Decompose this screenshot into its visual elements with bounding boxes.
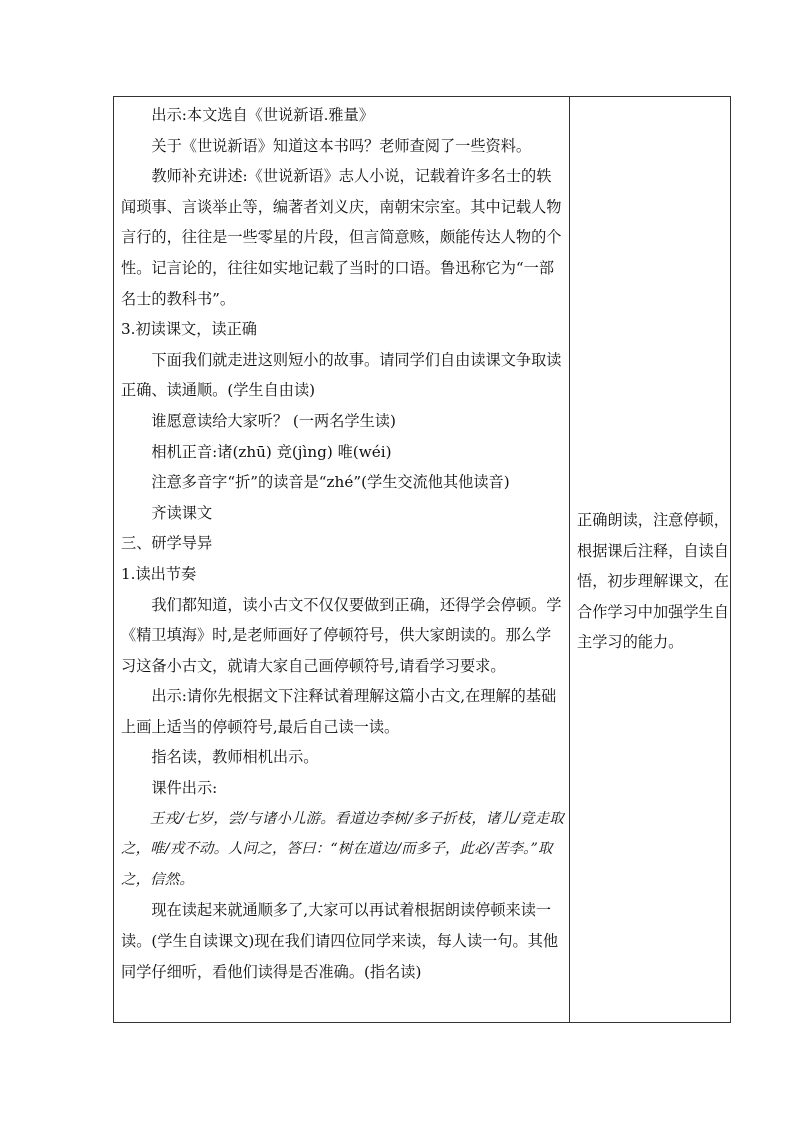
text-line: 谁愿意读给大家听？ (一两名学生读) — [151, 411, 396, 430]
text-line: 出示:本文选自《世说新语.雅量》 — [151, 106, 374, 124]
column-divider — [569, 97, 570, 1022]
teaching-process-column — [121, 100, 565, 987]
classical-text-excerpt: 王戎/七岁，尝/与诸小儿游。看道边李树/多子折枝，诸儿/竞走取之，唯/戎不动。人问之，答曰：“树在道边/而多子，此必/苦李。”取之，信然。 — [121, 810, 564, 888]
text-line: 相机正音:诸(zhū) 竞(jìng) 唯(wéi) — [151, 442, 392, 461]
text-line: 教师补充讲述:《世说新语》志人小说，记载着许多名士的轶闻琐事、言谈举止等，编著者刘义庆，南朝宋宗室。其中记载人物言行的，往往是一些零星的片段，但言简意赅，颇能传达人物的个性。记言论的，往往如实地记载了当时的口语。鲁迅称它为“一部名士的教科书”。 — [121, 167, 562, 308]
text-line: 齐读课文 — [151, 503, 213, 522]
text-line: 关于《世说新语》知道这本书吗？老师查阅了一些资料。 — [151, 136, 532, 155]
design-intent-text: 正确朗读，注意停顿，根据课后注释，自读自悟，初步理解课文，在合作学习中加强学生自主学习的能力。 — [577, 511, 729, 652]
section-heading: 3.初读课文，读正确 — [121, 320, 257, 339]
section-heading: 三、研学导异 — [121, 534, 213, 553]
text-line: 现在读起来就通顺多了,大家可以再试着根据朗读停顿来读一读。(学生自读课文)现在我们请四位同学来读，每人读一句。其他同学仔细听，看他们读得是否准确。(指名读) — [121, 901, 559, 981]
text-line: 注意多音字“折”的读音是“zhé”(学生交流他其他读音) — [151, 473, 510, 492]
text-line: 出示:请你先根据文下注释试着理解这篇小古文,在理解的基础上画上适当的停顿符号,最后自己读一读。 — [121, 687, 557, 736]
text-line: 课件出示: — [151, 779, 218, 798]
design-intent-column — [577, 505, 729, 658]
section-heading: 1.读出节奏 — [121, 564, 197, 583]
text-line: 我们都知道，读小古文不仅仅要做到正确，还得学会停顿。学《精卫填海》时,是老师画好了停顿符号，供大家朗读的。那么学习这备小古文，就请大家自己画停顿符号,请看学习要求。 — [121, 595, 562, 675]
text-line: 指名读，教师相机出示。 — [151, 748, 319, 767]
text-line: 下面我们就走进这则短小的故事。请同学们自由读课文争取读正确、读通顺。(学生自由读) — [121, 350, 562, 400]
lesson-table — [113, 96, 731, 1023]
